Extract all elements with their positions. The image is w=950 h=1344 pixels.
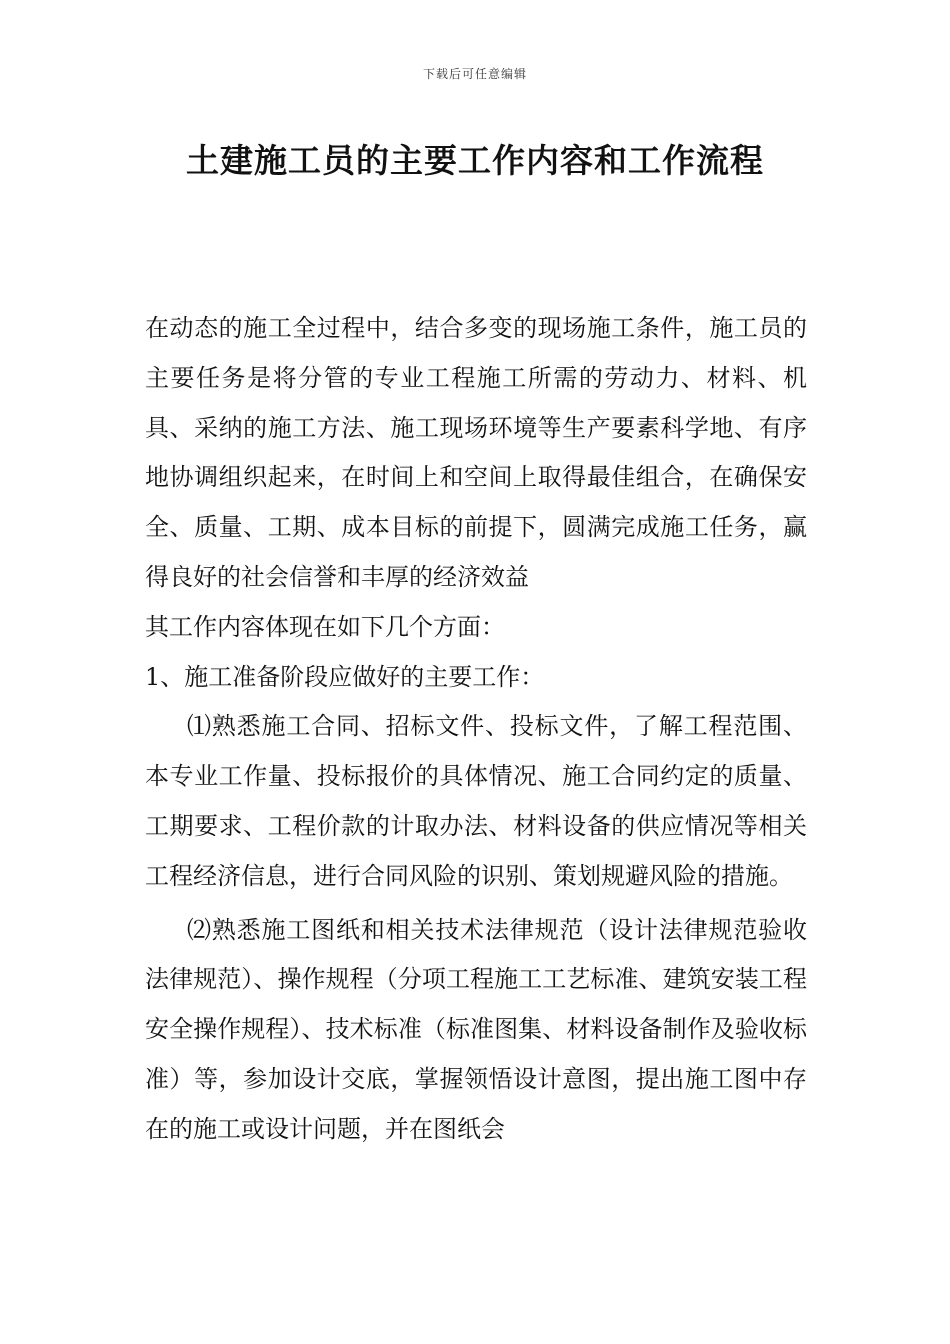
document-title: 土建施工员的主要工作内容和工作流程	[186, 141, 764, 180]
document-body	[145, 304, 807, 1155]
page-header-note: 下载后可任意编辑	[422, 67, 527, 81]
paragraph-aspects: 其工作内容体现在如下几个方面：	[145, 612, 505, 641]
paragraph-section-1-heading: 1、施工准备阶段应做好的主要工作：	[145, 662, 545, 691]
paragraph-item-2: ⑵熟悉施工图纸和相关技术法律规范（设计法律规范验收法律规范）、操作规程（分项工程施工工艺标准、建筑安装工程安全操作规程）、技术标准（标准图集、材料设备制作及验收标准）等，参加设计交底，掌握领悟设计意图，提出施工图中存在的施工或设计问题，并在图纸会	[145, 915, 807, 1143]
paragraph-item-1: ⑴熟悉施工合同、招标文件、投标文件，了解工程范围、本专业工作量、投标报价的具体情况、施工合同约定的质量、工期要求、工程价款的计取办法、材料设备的供应情况等相关工程经济信息，进行合同风险的识别、策划规避风险的措施。	[145, 712, 807, 890]
paragraph-intro: 在动态的施工全过程中，结合多变的现场施工条件，施工员的主要任务是将分管的专业工程施工所需的劳动力、材料、机具、采纳的施工方法、施工现场环境等生产要素科学地、有序地协调组织起来，在时间上和空间上取得最佳组合，在确保安全、质量、工期、成本目标的前提下，圆满完成施工任务，赢得良好的社会信誉和丰厚的经济效益	[145, 314, 807, 591]
